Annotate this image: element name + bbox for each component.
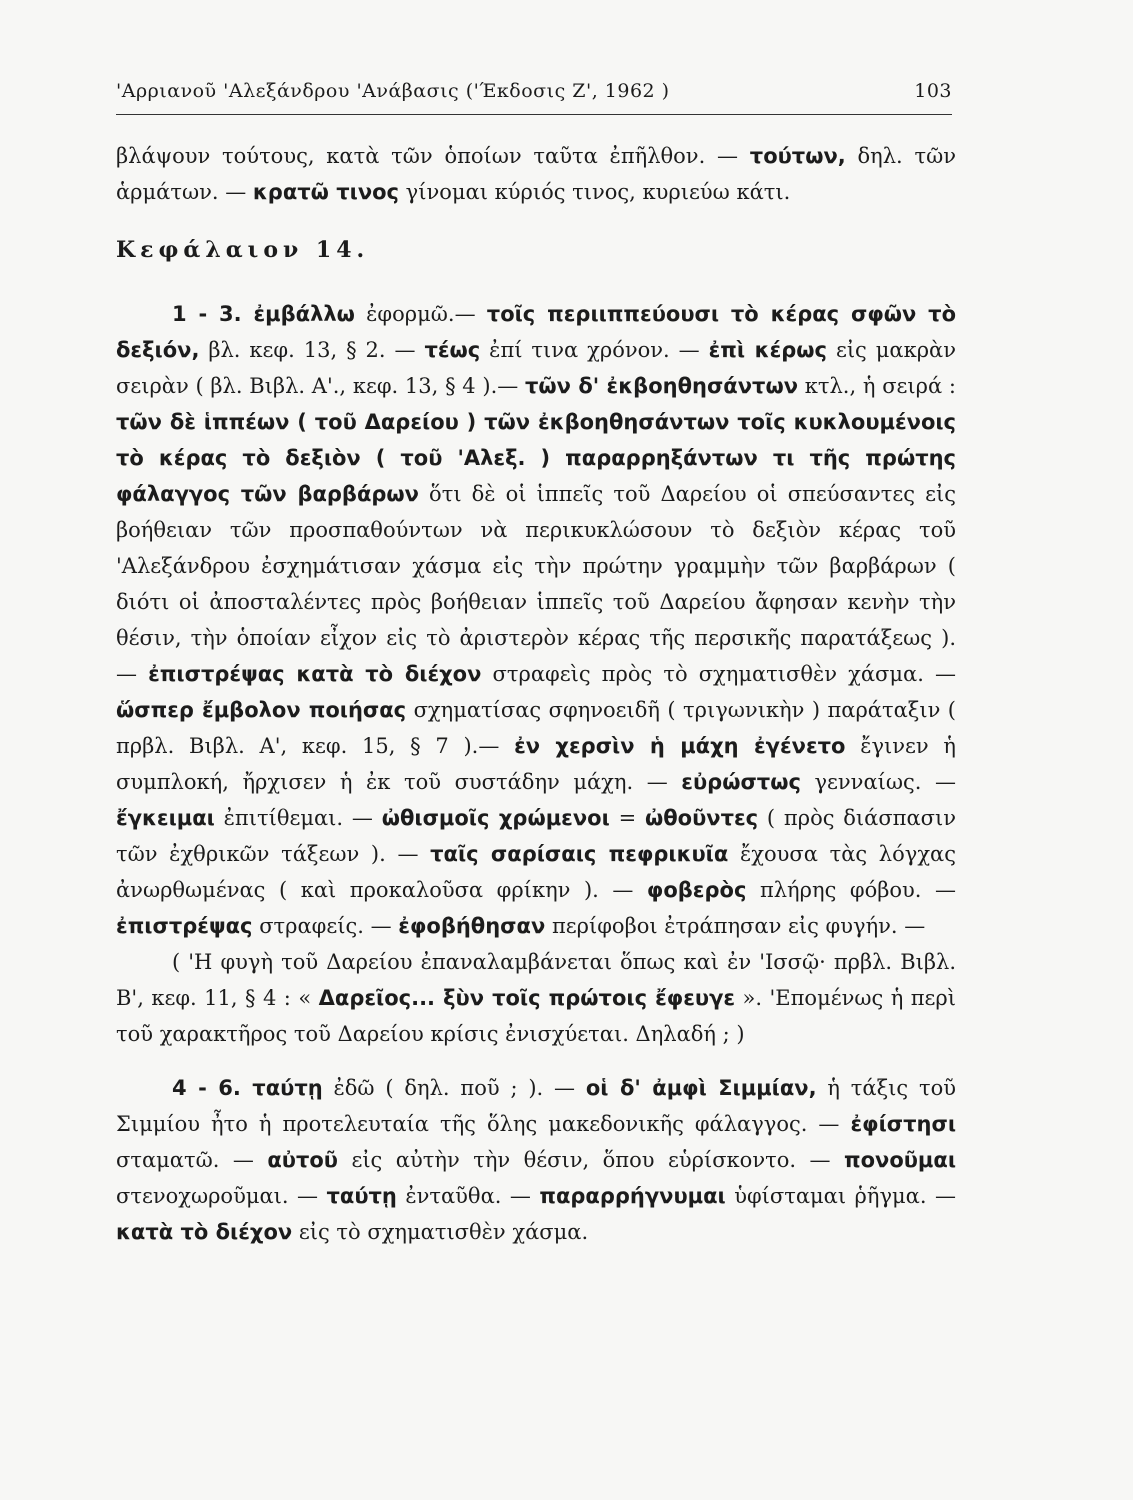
text-span: σχηματίσας σφηνοειδῆ ( τριγωνικὴν ) παράταξιν ( πρβλ. Βιβλ. Α', κεφ. 15, § 7 ).—	[116, 698, 956, 758]
text-span: ἐδῶ ( δηλ. ποῦ ; ). —	[322, 1076, 586, 1100]
lemma: τῶν δ' ἐκβοηθησάντων	[525, 374, 798, 398]
lemma: ἐπιστρέψας κατὰ τὸ διέχον	[148, 662, 482, 686]
page-number: 103	[914, 80, 952, 102]
text-span: ὅτι δὲ οἱ ἱππεῖς τοῦ Δαρείου οἱ σπεύσαντες εἰς βοήθειαν τῶν προσπαθούντων νὰ περικυκλώσουν τὸ δεξιὸν κέρας τοῦ 'Αλεξάνδρου ἐσχημάτισαν χάσμα εἰς τὴν πρώτην γραμμὴν τῶν βαρβάρων ( διότι οἱ ἀποσταλέντες πρὸς βοήθειαν ἱππεῖς τοῦ Δαρείου ἄφησαν κενὴν τὴν θέσιν, τὴν ὁποίαν εἶχον εἰς τὸ ἀριστερὸν κέρας τῆς περσικῆς παρατάξεως ). —	[116, 482, 956, 686]
lemma: τοῖς περιιππεύουσι τὸ κέρας σφῶν τὸ δεξιόν,	[116, 302, 956, 362]
chapter-heading: Κεφάλαιον 14.	[116, 237, 370, 263]
text-span: στενοχωροῦμαι. —	[116, 1184, 327, 1208]
paragraph-sections-1-3	[116, 296, 956, 944]
lemma: 4 - 6. ταύτῃ	[172, 1076, 323, 1100]
paragraph-note	[116, 944, 956, 1052]
text-span: περίφοβοι ἐτράπησαν εἰς φυγήν. —	[545, 914, 926, 938]
paragraph-continuation	[116, 138, 956, 210]
text-span: =	[609, 806, 645, 830]
lemma: πονοῦμαι	[843, 1148, 956, 1172]
text-span: ἐνταῦθα. —	[396, 1184, 540, 1208]
header-rule	[116, 114, 952, 115]
lemma: ἐφίστησι	[850, 1112, 956, 1136]
text-span: ( 'Η φυγὴ τοῦ Δαρείου ἐπαναλαμβάνεται ὅπως καὶ ἐν 'Ισσῷ· πρβλ. Βιβλ. Β', κεφ. 11, § 4 : «	[116, 950, 956, 1010]
lemma: οἱ δ' ἀμφὶ Σιμμίαν,	[585, 1076, 817, 1100]
text-span: ἐπιτίθεμαι. —	[214, 806, 382, 830]
lemma: τούτων,	[749, 144, 846, 168]
lemma: φοβερὸς	[646, 878, 747, 902]
text-span: δηλ. τῶν ἁρμάτων. —	[116, 144, 957, 204]
book-title: 'Αρριανοῦ 'Αλεξάνδρου 'Ανάβασις ('Έκδοσις Ζ', 1962 )	[116, 80, 670, 102]
text-span: εἰς αὐτὴν τὴν θέσιν, ὅπου εὑρίσκοντο. —	[337, 1148, 844, 1172]
text-span: εἰς τὸ σχηματισθὲν χάσμα.	[292, 1220, 589, 1244]
text-span: γίνομαι κύριός τινος, κυριεύω κάτι.	[399, 180, 791, 204]
lemma: ἐπὶ κέρως	[708, 338, 827, 362]
lemma: κατὰ τὸ διέχον	[116, 1220, 293, 1244]
lemma: ταύτῃ	[326, 1184, 397, 1208]
lemma: ἔγκειμαι	[116, 806, 215, 830]
lemma: κρατῶ τινος	[252, 180, 399, 204]
lemma: Δαρεῖος... ξὺν τοῖς πρώτοις ἔφευγε	[318, 986, 736, 1010]
text-span: ». 'Επομένως ἡ περὶ τοῦ χαρακτῆρος τοῦ Δαρείου κρίσις ἐνισχύεται. Δηλαδή ; )	[116, 986, 957, 1046]
lemma: ἐν χερσὶν ἡ μάχη ἐγένετο	[514, 734, 846, 758]
paragraph-sections-4-6	[116, 1070, 956, 1250]
lemma: εὐρώστως	[681, 770, 801, 794]
text-span: στραφείς. —	[252, 914, 399, 938]
text-span: κτλ., ἡ σειρά :	[798, 374, 956, 398]
text-span: ἡ τάξις τοῦ Σιμμίου ἦτο ἡ προτελευταία τῆς ὅλης μακεδονικῆς φάλαγγος. —	[116, 1076, 956, 1136]
text-span: γενναίως. —	[800, 770, 956, 794]
lemma: παραρρήγνυμαι	[539, 1184, 726, 1208]
running-head	[116, 80, 952, 102]
text-span: στραφεὶς πρὸς τὸ σχηματισθὲν χάσμα. —	[481, 662, 956, 686]
text-span: πλήρης φόβου. —	[746, 878, 956, 902]
lemma: ὠθοῦντες	[644, 806, 759, 830]
text-span: βλάψουν τούτους, κατὰ τῶν ὁποίων ταῦτα ἐπῆλθον. —	[116, 144, 750, 168]
lemma: ταῖς σαρίσαις πεφρικυῖα	[430, 842, 729, 866]
text-span: ὑφίσταμαι ῥῆγμα. —	[725, 1184, 956, 1208]
text-span: ἐφορμῶ.—	[354, 302, 487, 326]
lemma: ἐφοβήθησαν	[398, 914, 546, 938]
text-span: ἔγινεν ἡ συμπλοκή, ἤρχισεν ἡ ἐκ τοῦ συστάδην μάχη. —	[116, 734, 956, 794]
lemma: τέως	[424, 338, 481, 362]
text-span: ἐπί τινα χρόνον. —	[480, 338, 709, 362]
text-span: βλ. κεφ. 13, § 2. —	[199, 338, 425, 362]
lemma: τῶν δὲ ἱππέων ( τοῦ Δαρείου ) τῶν ἐκβοηθησάντων τοῖς κυκλουμένοις τὸ κέρας τὸ δεξιὸν ( τοῦ 'Αλεξ. ) παραρρηξάντων τι τῆς πρώτης φάλαγγος τῶν βαρβάρων	[116, 410, 956, 506]
lemma: αὐτοῦ	[267, 1148, 338, 1172]
text-span: σταματῶ. —	[116, 1148, 268, 1172]
lemma: 1 - 3. ἐμβάλλω	[172, 302, 355, 326]
text-span: εἰς μακρὰν σειρὰν ( βλ. Βιβλ. Α'., κεφ. 13, § 4 ).—	[116, 338, 956, 398]
text-span: ἔχουσα τὰς λόγχας ἀνωρθωμένας ( καὶ προκαλοῦσα φρίκην ). —	[116, 842, 956, 902]
text-span: ( πρὸς διάσπασιν τῶν ἐχθρικῶν τάξεων ). —	[116, 806, 956, 866]
lemma: ἐπιστρέψας	[116, 914, 253, 938]
lemma: ὠθισμοῖς χρώμενοι	[381, 806, 610, 830]
page-body	[116, 138, 956, 1250]
lemma: ὥσπερ ἔμβολον ποιήσας	[116, 698, 407, 722]
